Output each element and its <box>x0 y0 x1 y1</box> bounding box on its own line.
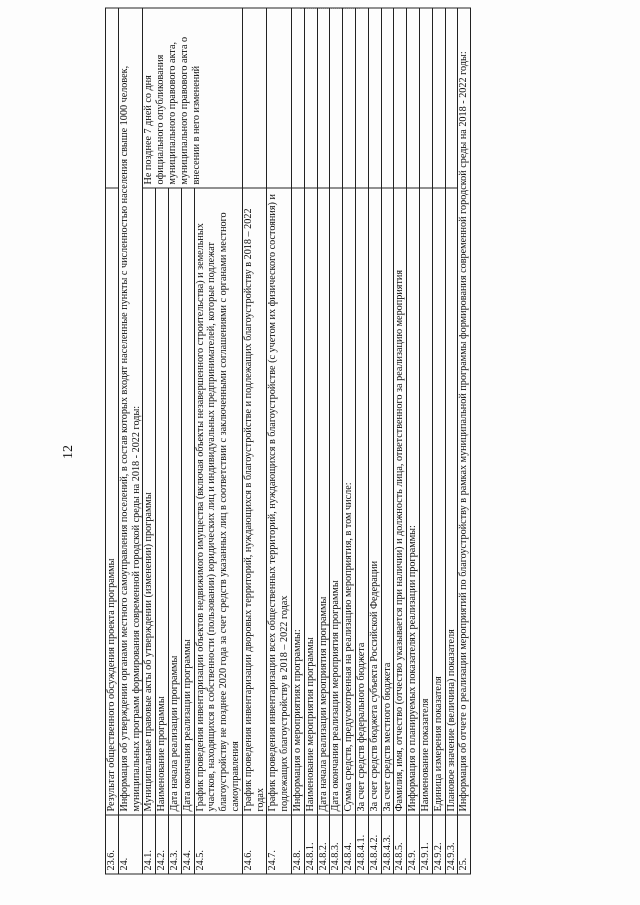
row-description: График проведения инвентаризации дворовых территорий, нуждающихся в благоустройстве и подлежащих благоустройству в 2018 – 2022 годах <box>242 188 267 815</box>
deadline-cell <box>304 8 317 188</box>
row-number: 24.8.4. <box>343 815 356 874</box>
row-number: 25. <box>458 815 471 874</box>
row-number: 24.6. <box>242 815 267 874</box>
row-description: Муниципальные правовые акты об утверждении (изменении) программы <box>143 188 156 815</box>
deadline-cell <box>432 8 445 188</box>
row-number: 24.8.5. <box>394 815 407 874</box>
deadline-cell <box>242 8 267 188</box>
table-row <box>445 8 458 874</box>
row-description: Информация о планируемых показателях реализации программы: <box>407 188 420 815</box>
deadline-cell <box>106 8 119 188</box>
row-number: 24.9.3. <box>445 815 458 874</box>
table-row <box>304 8 317 874</box>
row-description: Наименование программы <box>156 188 169 815</box>
row-description: Информация об утверждении органами местного самоуправления поселений, в состав которых входят населенные пункты с численностью населения свыше 1000 человек, муниципальных программ формирования современной городской среды на 2018 - 2022 годы: <box>118 8 143 815</box>
row-description: График проведения инвентаризации всех общественных территорий, нуждающихся в благоустройстве (с учетом их физического состояния) и подлежащих благоустройству в 2018 – 2022 годах <box>267 188 292 815</box>
table-row <box>407 8 420 874</box>
table-row <box>267 8 292 874</box>
row-number: 24.2. <box>156 815 169 874</box>
table-row <box>381 8 394 874</box>
row-description: Наименование мероприятия программы <box>304 188 317 815</box>
table-row <box>343 8 356 874</box>
row-number: 24. <box>118 815 143 874</box>
table-row <box>458 8 471 874</box>
row-number: 23.6. <box>106 815 119 874</box>
table-row <box>242 8 267 874</box>
row-number: 24.8.4.1. <box>355 815 368 874</box>
row-number: 24.8.2. <box>317 815 330 874</box>
row-description: Дата окончания реализации программы <box>181 188 194 815</box>
row-description: Фамилия, имя, отчество (отчество указывается при наличии) и должность лица, ответственного за реализацию мероприятия <box>394 188 407 815</box>
page-number: 12 <box>61 445 76 459</box>
rotated-page-content <box>55 30 585 875</box>
row-number: 24.8. <box>291 815 304 874</box>
table-row <box>368 8 381 874</box>
row-number: 24.8.4.2. <box>368 815 381 874</box>
deadline-cell <box>355 8 368 188</box>
table-row <box>394 8 407 874</box>
deadline-cell <box>407 8 420 188</box>
row-number: 24.3. <box>168 815 181 874</box>
row-description: Результат общественного обсуждения проекта программы <box>106 188 119 815</box>
table-row <box>291 8 304 874</box>
row-description: Дата окончания реализации мероприятия программы <box>330 188 343 815</box>
table-row <box>330 8 343 874</box>
deadline-cell <box>317 8 330 188</box>
deadline-cell <box>394 8 407 188</box>
row-number: 24.4. <box>181 815 194 874</box>
row-number: 24.5. <box>194 815 242 874</box>
row-description: Информация об отчете о реализации мероприятий по благоустройству в рамках муниципальной программы формирования современной городской среды на 2018 - 2022 годы: <box>458 8 471 815</box>
row-number: 24.7. <box>267 815 292 874</box>
table-row <box>419 8 432 874</box>
deadline-cell <box>267 8 292 188</box>
deadline-cell: Не позднее 7 дней со дня официального опубликования муниципального правового акта, муниципального правового акта о внесении в него изменений <box>143 8 242 188</box>
deadline-cell <box>291 8 304 188</box>
table-row <box>143 8 156 874</box>
row-description: Информация о мероприятиях программы: <box>291 188 304 815</box>
deadline-cell <box>368 8 381 188</box>
table-row <box>317 8 330 874</box>
row-number: 24.9.2. <box>432 815 445 874</box>
row-description: График проведения инвентаризации объектов недвижимого имущества (включая объекты незавершенного строительства) и земельных участков, находящихся в собственности (пользовании) юридических лиц и индивидуальных предпринимателей, которые подлежат благоустройству не позднее 2020 года за счет средств указанных лиц в соответствии с заключенными соглашениями с органами местного самоуправления <box>194 188 242 815</box>
row-description: Единица измерения показателя <box>432 188 445 815</box>
deadline-cell <box>445 8 458 188</box>
row-number: 24.9.1. <box>419 815 432 874</box>
row-number: 24.8.1. <box>304 815 317 874</box>
deadline-cell <box>419 8 432 188</box>
row-description: Дата начала реализации программы <box>168 188 181 815</box>
row-description: Дата начала реализации мероприятия программы <box>317 188 330 815</box>
row-description: Наименование показателя <box>419 188 432 815</box>
document-table <box>105 8 471 875</box>
row-description: За счет средств федерального бюджета <box>355 188 368 815</box>
row-number: 24.8.4.3. <box>381 815 394 874</box>
table-row <box>106 8 119 874</box>
row-description: За счет средств местного бюджета <box>381 188 394 815</box>
row-number: 24.1. <box>143 815 156 874</box>
table-row <box>355 8 368 874</box>
table-row <box>432 8 445 874</box>
deadline-cell <box>381 8 394 188</box>
deadline-cell <box>343 8 356 188</box>
row-description: Плановое значение (величина) показателя <box>445 188 458 815</box>
deadline-cell <box>330 8 343 188</box>
row-description: Сумма средств, предусмотренная на реализацию мероприятия, в том числе: <box>343 188 356 815</box>
row-description: За счет средств бюджета субъекта Российской Федерации <box>368 188 381 815</box>
row-number: 24.8.3. <box>330 815 343 874</box>
table-row <box>118 8 143 874</box>
row-number: 24.9. <box>407 815 420 874</box>
